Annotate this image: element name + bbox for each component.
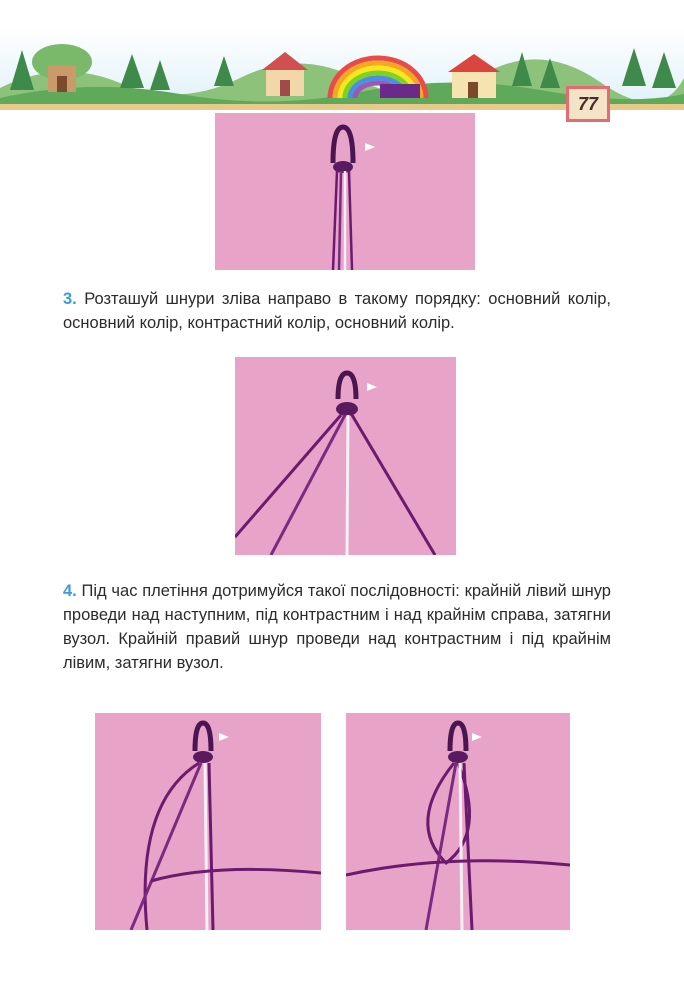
cords-knotted-loop-photo [215, 113, 475, 270]
braided-cords-photo-icon [235, 357, 456, 555]
step-4-number: 4. [63, 582, 77, 600]
left-cord-weave-photo [95, 713, 321, 930]
cords-spread-order-photo [235, 357, 456, 555]
braided-cords-photo-icon [215, 113, 475, 270]
braided-cords-photo-icon [346, 713, 570, 930]
page-number: 77 [577, 93, 599, 114]
page-number-badge [566, 86, 610, 122]
step-3-instruction: Розташуй шнури зліва направо в такому порядку: основний колір, основний колір, контрастний колір, основний колір. [63, 290, 611, 332]
step-4-text [63, 579, 611, 675]
step-3-text [63, 287, 611, 335]
braided-cords-photo-icon [95, 713, 321, 930]
step-4-instruction: Під час плетіння дотримуйся такої послідовності: крайній лівий шнур проведи над наступним, під контрастним і над крайнім справа, затягни вузол. Крайній правий шнур проведи над контрастним і під крайнім лівим, затягни вузол. [63, 582, 611, 672]
header-banner [0, 28, 684, 114]
step-3-number: 3. [63, 290, 77, 308]
right-cord-weave-photo [346, 713, 570, 930]
